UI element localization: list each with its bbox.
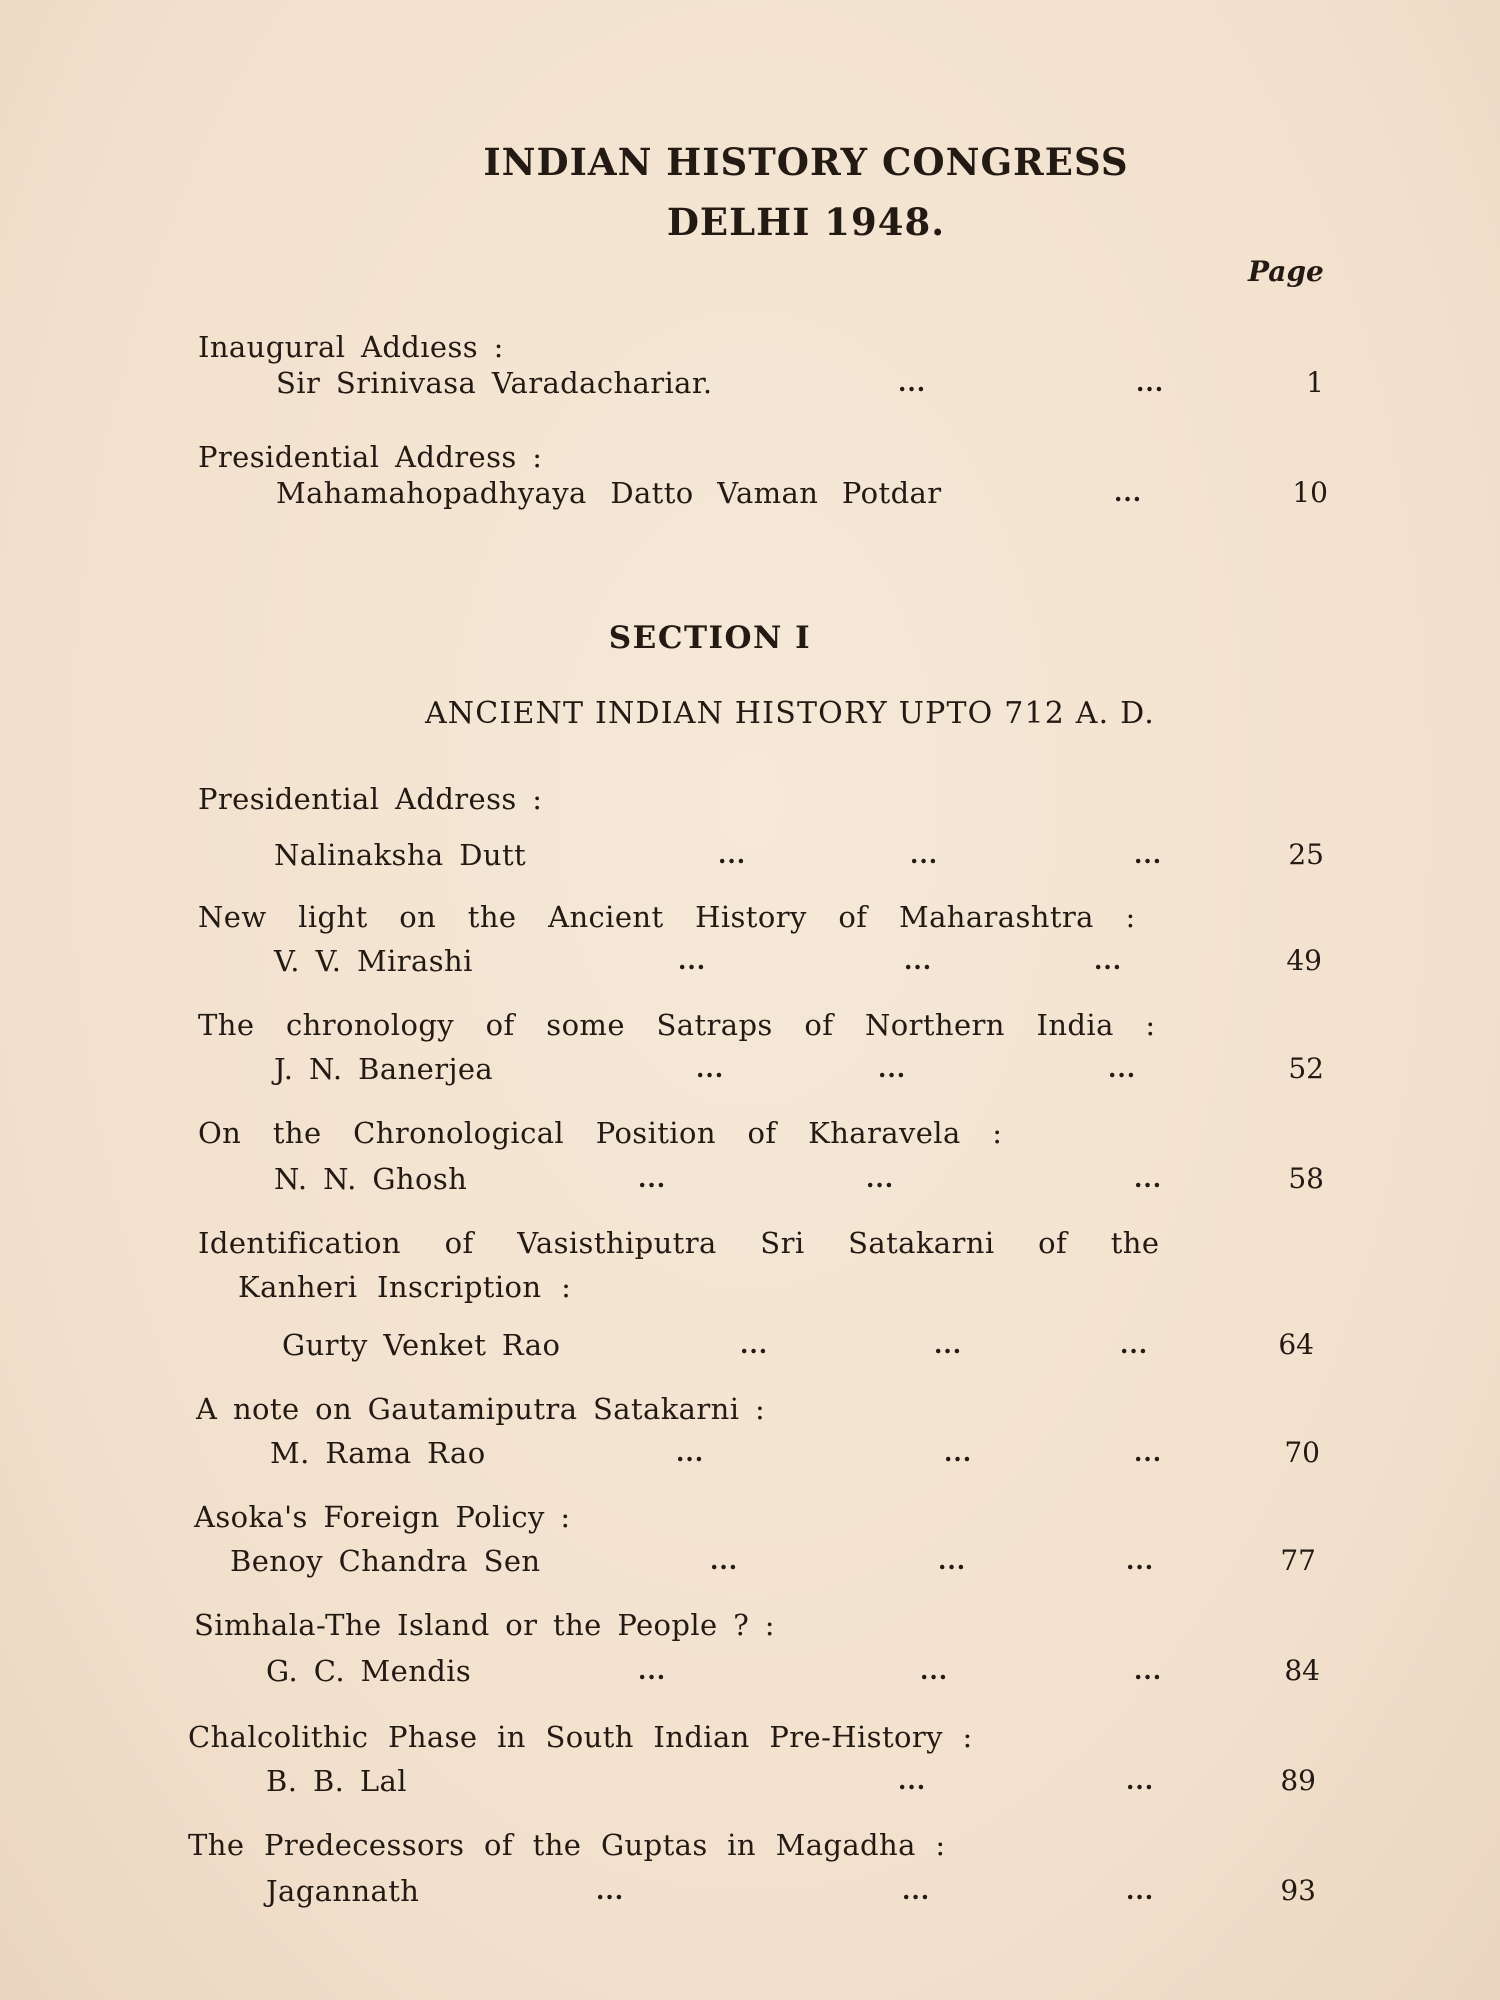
leader-dots: ...: [1134, 1164, 1163, 1193]
leader-dots: ...: [878, 1054, 907, 1083]
leader-dots: ...: [898, 1766, 927, 1795]
leader-dots: ...: [1136, 368, 1165, 397]
entry-author: N. N. Ghosh: [274, 1162, 468, 1196]
leader-dots: ...: [944, 1438, 973, 1467]
entry-heading: The chronology of some Satraps of Northern India :: [198, 1008, 1156, 1042]
entry-page-number: 70: [1284, 1436, 1320, 1469]
leader-dots: ...: [710, 1546, 739, 1575]
entry-page-number: 49: [1286, 944, 1322, 977]
entry-author: B. B. Lal: [266, 1764, 407, 1798]
leader-dots: ...: [938, 1546, 967, 1575]
entry-heading: Inaugural Addıess :: [198, 330, 504, 364]
entry-heading: Identification of Vasisthiputra Sri Satakarni of the: [198, 1226, 1160, 1260]
leader-dots: ...: [1134, 1438, 1163, 1467]
leader-dots: ...: [1120, 1330, 1149, 1359]
entry-heading: Presidential Address :: [198, 782, 543, 816]
entry-author: M. Rama Rao: [270, 1436, 486, 1470]
section-title: SECTION I: [608, 620, 812, 656]
entry-author: Benoy Chandra Sen: [230, 1544, 541, 1578]
entry-heading: A note on Gautamiputra Satakarni :: [196, 1392, 766, 1426]
leader-dots: ...: [866, 1164, 895, 1193]
entry-author: J. N. Banerjea: [274, 1052, 494, 1086]
leader-dots: ...: [934, 1330, 963, 1359]
entry-page-number: 25: [1288, 838, 1324, 871]
entry-heading: Presidential Address :: [198, 440, 543, 474]
leader-dots: ...: [596, 1876, 625, 1905]
entry-heading-continued: Kanheri Inscription :: [238, 1270, 572, 1304]
leader-dots: ...: [1126, 1766, 1155, 1795]
entry-author: V. V. Mirashi: [274, 944, 473, 978]
leader-dots: ...: [1094, 946, 1123, 975]
leader-dots: ...: [638, 1164, 667, 1193]
entry-heading: Asoka's Foreign Policy :: [194, 1500, 571, 1534]
leader-dots: ...: [1114, 478, 1143, 507]
leader-dots: ...: [920, 1656, 949, 1685]
document-title: INDIAN HISTORY CONGRESS: [483, 140, 1129, 184]
leader-dots: ...: [1134, 1656, 1163, 1685]
entry-page-number: 1: [1306, 366, 1324, 399]
entry-author: Sir Srinivasa Varadachariar.: [276, 366, 713, 400]
leader-dots: ...: [910, 840, 939, 869]
entry-page-number: 64: [1278, 1328, 1314, 1361]
entry-author: Mahamahopadhyaya Datto Vaman Potdar: [276, 476, 942, 510]
leader-dots: ...: [740, 1330, 769, 1359]
entry-page-number: 52: [1288, 1052, 1324, 1085]
leader-dots: ...: [678, 946, 707, 975]
entry-heading: Chalcolithic Phase in South Indian Pre-History :: [188, 1720, 973, 1754]
leader-dots: ...: [1108, 1054, 1137, 1083]
entry-heading: On the Chronological Position of Kharavela :: [198, 1116, 1003, 1150]
entry-heading: The Predecessors of the Guptas in Magadha :: [188, 1828, 946, 1862]
document-subtitle: DELHI 1948.: [666, 200, 946, 244]
entry-page-number: 84: [1284, 1654, 1320, 1687]
leader-dots: ...: [1126, 1876, 1155, 1905]
leader-dots: ...: [638, 1656, 667, 1685]
leader-dots: ...: [904, 946, 933, 975]
entry-page-number: 10: [1292, 476, 1328, 509]
leader-dots: ...: [898, 368, 927, 397]
leader-dots: ...: [718, 840, 747, 869]
entry-page-number: 93: [1280, 1874, 1316, 1907]
entry-heading: New light on the Ancient History of Maharashtra :: [198, 900, 1136, 934]
entry-author: Gurty Venket Rao: [282, 1328, 561, 1362]
page-column-label: Page: [1248, 255, 1324, 288]
entry-page-number: 77: [1280, 1544, 1316, 1577]
entry-author: Nalinaksha Dutt: [274, 838, 527, 872]
entry-page-number: 58: [1288, 1162, 1324, 1195]
entry-author: G. C. Mendis: [266, 1654, 472, 1688]
leader-dots: ...: [1134, 840, 1163, 869]
entry-page-number: 89: [1280, 1764, 1316, 1797]
leader-dots: ...: [696, 1054, 725, 1083]
entry-heading: Simhala-The Island or the People ? :: [194, 1608, 775, 1642]
leader-dots: ...: [902, 1876, 931, 1905]
leader-dots: ...: [676, 1438, 705, 1467]
entry-author: Jagannath: [266, 1874, 420, 1908]
leader-dots: ...: [1126, 1546, 1155, 1575]
section-subtitle: ANCIENT INDIAN HISTORY UPTO 712 A. D.: [424, 696, 1156, 731]
